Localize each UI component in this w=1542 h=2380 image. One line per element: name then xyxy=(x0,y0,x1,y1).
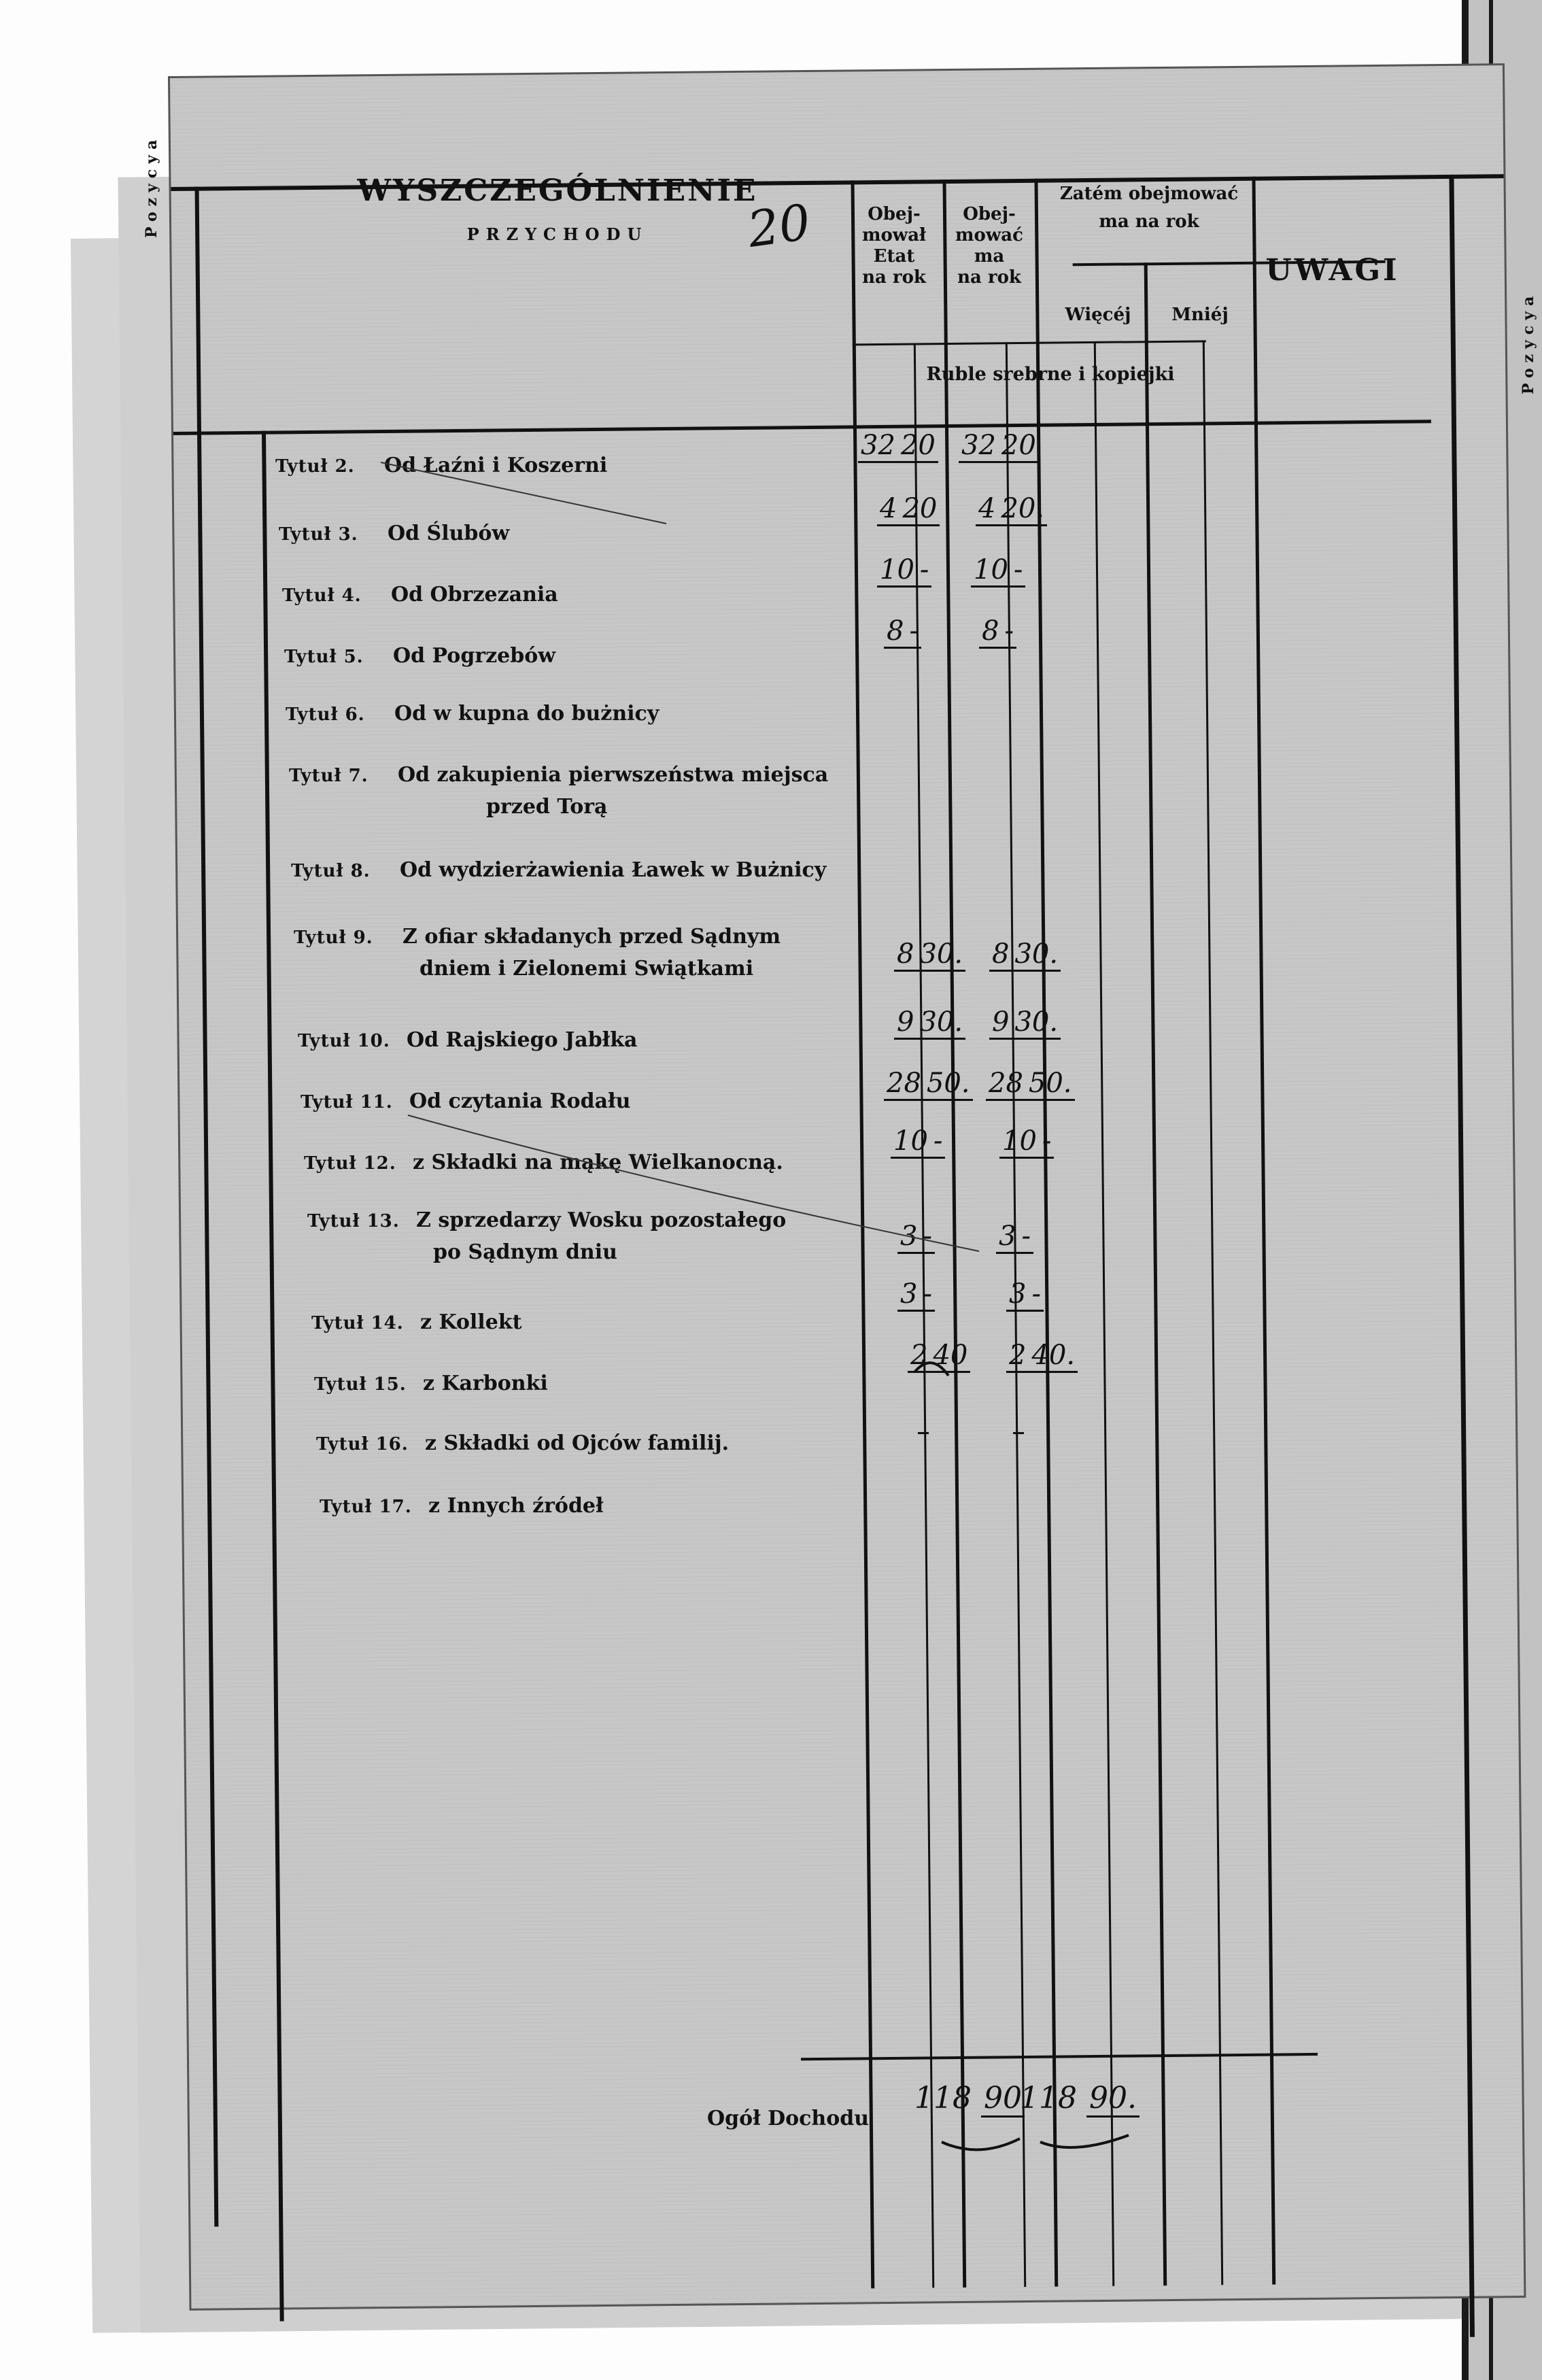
wiecej-kopiejki-rule xyxy=(1094,341,1114,2286)
header-line: na rok xyxy=(862,267,926,288)
amount-ma xyxy=(1006,1340,1078,1371)
row-text: Z ofiar składanych przed Sądnym xyxy=(402,925,781,949)
rubles: 9 xyxy=(989,1006,1012,1040)
kopiejki: - xyxy=(1011,554,1026,588)
row-label xyxy=(316,1430,729,1458)
row-text: z Innych źródeł xyxy=(428,1494,604,1518)
rubles xyxy=(918,1401,923,1434)
pozycya-label: Pozycya xyxy=(143,134,160,238)
kopiejki: 20. xyxy=(998,493,1047,526)
row-text-line2: przed Torą xyxy=(486,795,608,819)
rubles: 3 xyxy=(897,1278,920,1312)
row-text: Od Obrzezania xyxy=(391,583,558,607)
tytul-number: Tytuł 3. xyxy=(279,524,358,545)
row-text: Od Pogrzebów xyxy=(393,644,556,668)
col-uwagi-header: UWAGI xyxy=(1265,253,1400,288)
kopiejki: 30. xyxy=(1012,1006,1061,1040)
row-text-line2: dniem i Zielonemi Swiątkami xyxy=(419,957,754,981)
rubles: 4 xyxy=(877,493,900,526)
rubles: 118 xyxy=(1020,2081,1077,2115)
amount-ma xyxy=(1006,1278,1044,1310)
col-mniej-header: Mniéj xyxy=(1171,305,1229,325)
row-text: z Składki na mąkę Wielkanocną. xyxy=(413,1151,783,1174)
tytul-number: Tytuł 4. xyxy=(282,585,362,606)
kopiejki: 20 xyxy=(898,430,938,463)
row-text: z Karbonki xyxy=(423,1372,548,1395)
kopiejki: - xyxy=(920,1221,935,1254)
col-obejmowal-header xyxy=(850,204,938,288)
kopiejki: 50. xyxy=(1026,1068,1075,1101)
pozycya-label-adjacent: Pozycya xyxy=(1520,290,1537,394)
rubles: 8 xyxy=(894,938,916,972)
rubles: 2 xyxy=(1006,1340,1029,1373)
row-text: Od Rajskiego Jabłka xyxy=(407,1028,638,1052)
kopiejki: - xyxy=(917,554,932,588)
rubles: 28 xyxy=(884,1068,924,1101)
total-label: Ogół Dochodu xyxy=(707,2107,870,2130)
header-line: ma na rok xyxy=(1099,211,1199,232)
rubles: 32 xyxy=(959,430,999,463)
total-rule xyxy=(801,2053,1318,2060)
kopiejki xyxy=(1018,1401,1024,1434)
rubles: 3 xyxy=(897,1221,920,1254)
uwagi-right-rule xyxy=(1449,175,1475,2337)
rubles: 118 xyxy=(914,2081,972,2115)
rubles: 28 xyxy=(986,1068,1026,1101)
rubles: 9 xyxy=(894,1006,916,1040)
row-text: Od wydzierżawienia Ławek w Bużnicy xyxy=(400,858,827,882)
amount-ma xyxy=(999,1125,1054,1157)
amount-ma xyxy=(1013,1401,1024,1432)
kopiejki: 30. xyxy=(916,938,965,972)
kopiejki: - xyxy=(1018,1221,1033,1254)
rubles: 2 xyxy=(908,1340,930,1373)
pozycya-column-rule xyxy=(195,187,219,2227)
page-subtitle: PRZYCHODU xyxy=(466,224,649,244)
label-left-rule xyxy=(262,431,284,2322)
tytul-number: Tytuł 8. xyxy=(291,861,371,881)
uwagi-left-rule xyxy=(1252,177,1275,2285)
tytul-number: Tytuł 11. xyxy=(301,1092,393,1112)
header-line: na rok xyxy=(957,267,1021,288)
tytul-number: Tytuł 14. xyxy=(311,1313,404,1333)
kopiejki: - xyxy=(920,1278,935,1312)
row-label xyxy=(320,1493,604,1520)
rubles: 8 xyxy=(884,615,906,649)
amount-ma xyxy=(989,938,1061,970)
kopiejki: 30. xyxy=(1012,938,1061,972)
header-line: mować xyxy=(955,225,1023,245)
tytul-number: Tytuł 5. xyxy=(284,647,364,667)
kopiejki: 30. xyxy=(916,1006,965,1040)
rubles xyxy=(1013,1401,1018,1434)
kopiejki: 40. xyxy=(1029,1340,1078,1373)
tytul-number: Tytuł 2. xyxy=(275,456,355,477)
tytul-number: Tytuł 17. xyxy=(320,1497,412,1517)
amount-ma xyxy=(996,1221,1033,1252)
mniej-left-rule xyxy=(1144,262,1167,2285)
rubles: 8 xyxy=(979,615,1001,649)
kopiejki: 90 xyxy=(981,2081,1025,2118)
rubles: 10 xyxy=(999,1125,1040,1159)
tytul-number: Tytuł 12. xyxy=(304,1153,396,1174)
pencil-stroke xyxy=(381,422,993,1306)
rubles: 10 xyxy=(877,554,917,588)
kopiejki xyxy=(923,1401,929,1434)
row-text: Z sprzedarzy Wosku pozostałego xyxy=(416,1208,787,1232)
tytul-number: Tytuł 10. xyxy=(298,1031,390,1051)
kopiejki: 40 xyxy=(930,1340,970,1373)
kopiejki: - xyxy=(1029,1278,1044,1312)
total-etat xyxy=(914,2081,1025,2115)
kopiejki: 90. xyxy=(1086,2081,1140,2118)
col-zatem-header xyxy=(1040,184,1258,233)
col-wiecej-header: Więcéj xyxy=(1065,305,1131,325)
row-text: Od w kupna do bużnicy xyxy=(394,702,659,726)
strikethrough-mark xyxy=(911,1345,952,1395)
amount-ma xyxy=(989,1006,1061,1038)
header-line: mował xyxy=(861,225,927,245)
kopiejki: - xyxy=(1001,615,1016,649)
row-text-line2: po Sądnym dniu xyxy=(433,1240,617,1264)
kopiejki: - xyxy=(1040,1125,1055,1159)
rubles: 4 xyxy=(976,493,998,526)
row-text: Od czytania Rodału xyxy=(409,1089,631,1113)
header-line: Obej- xyxy=(963,204,1016,224)
rubles: 8 xyxy=(989,938,1012,972)
tytul-number: Tytuł 16. xyxy=(316,1434,409,1455)
currency-rule xyxy=(853,340,1206,345)
header-line: Obej- xyxy=(868,204,921,224)
tytul-number: Tytuł 15. xyxy=(314,1374,407,1395)
header-line: Etat xyxy=(873,246,915,267)
row-text: z Składki od Ojców familij. xyxy=(425,1431,730,1455)
rubles: 3 xyxy=(996,1221,1018,1254)
row-label xyxy=(314,1370,548,1398)
header-line: ma xyxy=(974,246,1005,267)
row-text: Od zakupienia pierwszeństwa miejsca xyxy=(398,763,829,787)
kopiejki: - xyxy=(931,1125,946,1159)
kopiejki: - xyxy=(906,615,921,649)
mniej-kopiejki-rule xyxy=(1203,340,1223,2285)
tytul-number: Tytuł 7. xyxy=(289,766,369,786)
handwritten-page-number: 20 xyxy=(744,193,815,258)
header-line: Zatém obejmować xyxy=(1059,184,1239,204)
rubles: 3 xyxy=(1006,1278,1029,1312)
kopiejki: 50. xyxy=(924,1068,973,1101)
total-underline-flourish xyxy=(938,2122,1142,2162)
total-ma xyxy=(1020,2081,1140,2115)
amount-etat xyxy=(918,1401,929,1432)
kopiejki: 20 xyxy=(999,430,1039,463)
page-title: WYSZCZEGÓLNIENIE xyxy=(357,173,758,208)
row-text: Od Ślubów xyxy=(388,522,510,545)
rubles: 10 xyxy=(971,554,1011,588)
kopiejki: 20 xyxy=(900,493,940,526)
rubles: 32 xyxy=(858,430,898,463)
tytul-number: Tytuł 13. xyxy=(307,1211,400,1231)
tytul-number: Tytuł 9. xyxy=(294,928,373,948)
scribble-icon xyxy=(911,1345,952,1386)
row-label xyxy=(311,1309,521,1337)
amount-ma xyxy=(986,1068,1075,1099)
col-obejmowac-header xyxy=(945,204,1033,288)
tytul-number: Tytuł 6. xyxy=(286,704,365,725)
row-text: z Kollekt xyxy=(420,1310,522,1334)
rubles: 10 xyxy=(891,1125,931,1159)
currency-header: Ruble srebrne i kopiejki xyxy=(926,364,1175,385)
row-text: Od Łaźni i Koszerni xyxy=(384,454,608,477)
